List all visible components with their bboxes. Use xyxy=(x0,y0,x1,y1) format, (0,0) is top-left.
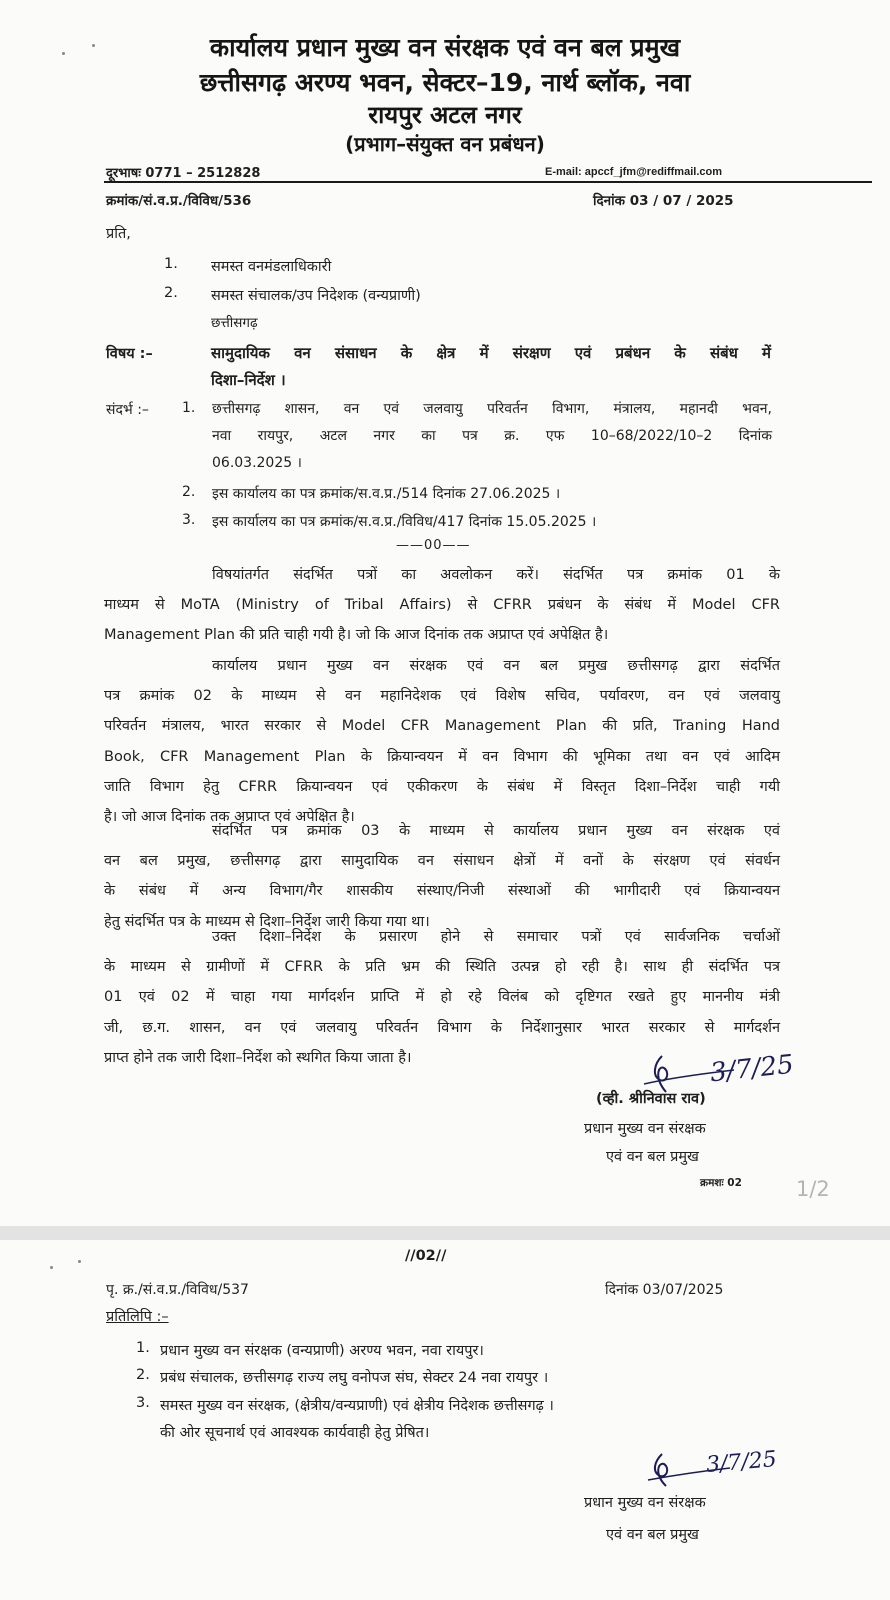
paragraph-line: 01 एवं 02 में चाहा गया मार्गदर्शन प्राप्ति में हो रहे विलंब को दृष्टिगत रखते हुए माननीय मंत्री xyxy=(104,989,780,1006)
paragraph-line: Management Plan की प्रति चाही गयी है। जो कि आज दिनांक तक अप्राप्त एवं अपेक्षित है। xyxy=(104,627,609,644)
copy-recipient: समस्त मुख्य वन संरक्षक, (क्षेत्रीय/वन्यप्राणी) एवं क्षेत्रीय निदेशक छत्तीसगढ़ । xyxy=(160,1398,554,1414)
header-rule xyxy=(104,181,872,183)
paragraph-line: जी, छ.ग. शासन, वन एवं जलवायु परिवर्तन विभाग के निर्देशानुसार भारत सरकार से मार्गदर्शन xyxy=(104,1019,780,1036)
paragraph-line: के संबंध में अन्य विभाग/गैर शासकीय संस्थाए/निजी संस्थाओं की भागीदारी एवं क्रियान्वयन xyxy=(104,883,780,900)
recipient-number: 1. xyxy=(164,256,178,272)
paragraph-line: उक्त दिशा–निर्देश के प्रसारण होने से समाचार पत्रों एवं सार्वजनिक चर्चाओं xyxy=(212,929,780,945)
copy-number: 2. xyxy=(136,1367,150,1383)
body-paragraph xyxy=(104,651,780,832)
reference-line: छत्तीसगढ़ शासन, वन एवं जलवायु परिवर्तन विभाग, मंत्रालय, महानदी भवन, xyxy=(212,401,772,417)
office-address-line: रायपुर अटल नगर xyxy=(368,101,522,129)
signatory-designation: एवं वन बल प्रमुख xyxy=(606,1149,699,1165)
copy-recipient: प्रधान मुख्य वन संरक्षक (वन्यप्राणी) अरण्य भवन, नवा रायपुर। xyxy=(160,1343,484,1359)
paragraph-line: हेतु संदर्भित पत्र के माध्यम से दिशा–निर्देश जारी किया गया था। xyxy=(104,913,430,930)
signatory-designation: प्रधान मुख्य वन संरक्षक xyxy=(584,1495,706,1511)
letter-date: दिनांक 03 / 07 / 2025 xyxy=(593,193,734,209)
reference-item xyxy=(212,396,772,477)
page-indicator: 1/2 xyxy=(796,1177,830,1201)
scan-speck xyxy=(78,1260,81,1263)
recipient-text: समस्त संचालक/उप निदेशक (वन्यप्राणी) xyxy=(211,288,421,304)
paragraph-line: विषयांतर्गत संदर्भित पत्रों का अवलोकन करें। संदर्भित पत्र क्रमांक 01 के xyxy=(212,567,780,583)
signature-date: 3/7/25 xyxy=(705,1446,778,1479)
letter-number: पृ. क्र./सं.व.प्र./विविध/537 xyxy=(106,1282,249,1298)
email-address: E-mail: apccf_jfm@rediffmail.com xyxy=(545,166,722,178)
reference-line: इस कार्यालय का पत्र क्रमांक/स.व.प्र./514 दिनांक 27.06.2025 । xyxy=(212,486,561,502)
phone-number: दूरभाषः 0771 – 2512828 xyxy=(106,166,261,181)
signatory-designation: प्रधान मुख्य वन संरक्षक xyxy=(584,1121,706,1137)
letter-page-2 xyxy=(0,1240,890,1600)
paragraph-line: है। जो आज दिनांक तक अप्राप्त एवं अपेक्षित है। xyxy=(104,809,355,826)
scan-speck xyxy=(50,1266,53,1269)
reference-number: 3. xyxy=(182,512,196,528)
reference-number: 1. xyxy=(182,400,196,416)
paragraph-line: प्राप्त होने तक जारी दिशा–निर्देश को स्थगित किया जाता है। xyxy=(104,1049,412,1066)
copy-recipient: प्रबंध संचालक, छत्तीसगढ़ राज्य लघु वनोपज संघ, सेक्टर 24 नवा रायपुर । xyxy=(160,1370,549,1386)
paragraph-line: पत्र क्रमांक 02 के माध्यम से वन महानिदेशक एवं विशेष सचिव, पर्यावरण, वन एवं जलवायु xyxy=(104,688,780,705)
division-name: (प्रभाग–संयुक्त वन प्रबंधन) xyxy=(345,132,545,156)
office-address-line: छत्तीसगढ़ अरण्य भवन, सेक्टर–19, नार्थ ब्लॉक, नवा xyxy=(199,68,691,97)
paragraph-line: माध्यम से MoTA (Ministry of Tribal Affairs) से CFRR प्रबंधन के संबंध में Model CFR xyxy=(104,597,780,614)
signature-date: 3/7/25 xyxy=(708,1049,796,1089)
paragraph-line: के माध्यम से ग्रामीणों में CFRR के प्रति भ्रम की स्थिति उत्पन्न हो रही है। साथ ही संदर्भित पत्र xyxy=(104,959,780,976)
to-label: प्रति, xyxy=(106,226,131,242)
signatory-name: (व्ही. श्रीनिवास राव) xyxy=(596,1091,706,1107)
letter-number: क्रमांक/सं.व.प्र./विविध/536 xyxy=(106,193,252,209)
copy-number: 1. xyxy=(136,1340,150,1356)
page-number-mark: //02// xyxy=(405,1248,447,1264)
reference-line: इस कार्यालय का पत्र क्रमांक/स.व.प्र./विविध/417 दिनांक 15.05.2025 । xyxy=(212,514,597,530)
letter-date: दिनांक 03/07/2025 xyxy=(605,1282,724,1298)
office-title: कार्यालय प्रधान मुख्य वन संरक्षक एवं वन बल प्रमुख xyxy=(209,33,681,62)
recipient-state: छत्तीसगढ़ xyxy=(211,315,258,331)
recipient-number: 2. xyxy=(164,285,178,301)
subject-text: दिशा–निर्देश । xyxy=(211,371,286,389)
subject-label: विषय :– xyxy=(106,346,153,362)
reference-line: नवा रायपुर, अटल नगर का पत्र क्र. एफ 10–68/2022/10–2 दिनांक xyxy=(212,428,772,444)
reference-line: 06.03.2025 । xyxy=(212,455,302,471)
body-paragraph xyxy=(104,816,780,937)
body-paragraph xyxy=(104,560,780,651)
copy-number: 3. xyxy=(136,1395,150,1411)
separator: ——00—— xyxy=(396,538,471,553)
subject-text: सामुदायिक वन संसाधन के क्षेत्र में संरक्षण एवं प्रबंधन के संबंध में xyxy=(211,344,771,362)
recipient-text: समस्त वनमंडलाधिकारी xyxy=(211,259,332,275)
closing-line: की ओर सूचनार्थ एवं आवश्यक कार्यवाही हेतु प्रेषित। xyxy=(160,1425,430,1441)
signatory-designation: एवं वन बल प्रमुख xyxy=(606,1527,699,1543)
paragraph-line: Book, CFR Management Plan के क्रियान्वयन में वन विभाग की भूमिका तथा वन एवं आदिम xyxy=(104,748,780,765)
continued-note: क्रमशः 02 xyxy=(700,1177,742,1189)
paragraph-line: परिवर्तन मंत्रालय, भारत सरकार से Model CFR Management Plan की प्रति, Traning Hand xyxy=(104,718,780,735)
reference-label: संदर्भ :– xyxy=(106,402,149,418)
paragraph-line: कार्यालय प्रधान मुख्य वन संरक्षक एवं वन बल प्रमुख छत्तीसगढ़ द्वारा संदर्भित xyxy=(212,658,780,674)
paragraph-line: संदर्भित पत्र क्रमांक 03 के माध्यम से कार्यालय प्रधान मुख्य वन संरक्षक एवं xyxy=(212,823,780,839)
copy-to-label: प्रतिलिपि :– xyxy=(106,1309,169,1325)
paragraph-line: जाति विभाग हेतु CFRR क्रियान्वयन एवं एकीकरण के संबंध में विस्तृत दिशा–निर्देश चाही गयी xyxy=(104,778,780,795)
paragraph-line: वन बल प्रमुख, छत्तीसगढ़ द्वारा सामुदायिक वन संसाधन क्षेत्रों में वनों के संरक्षण एवं संवर्धन xyxy=(104,853,780,870)
reference-number: 2. xyxy=(182,484,196,500)
